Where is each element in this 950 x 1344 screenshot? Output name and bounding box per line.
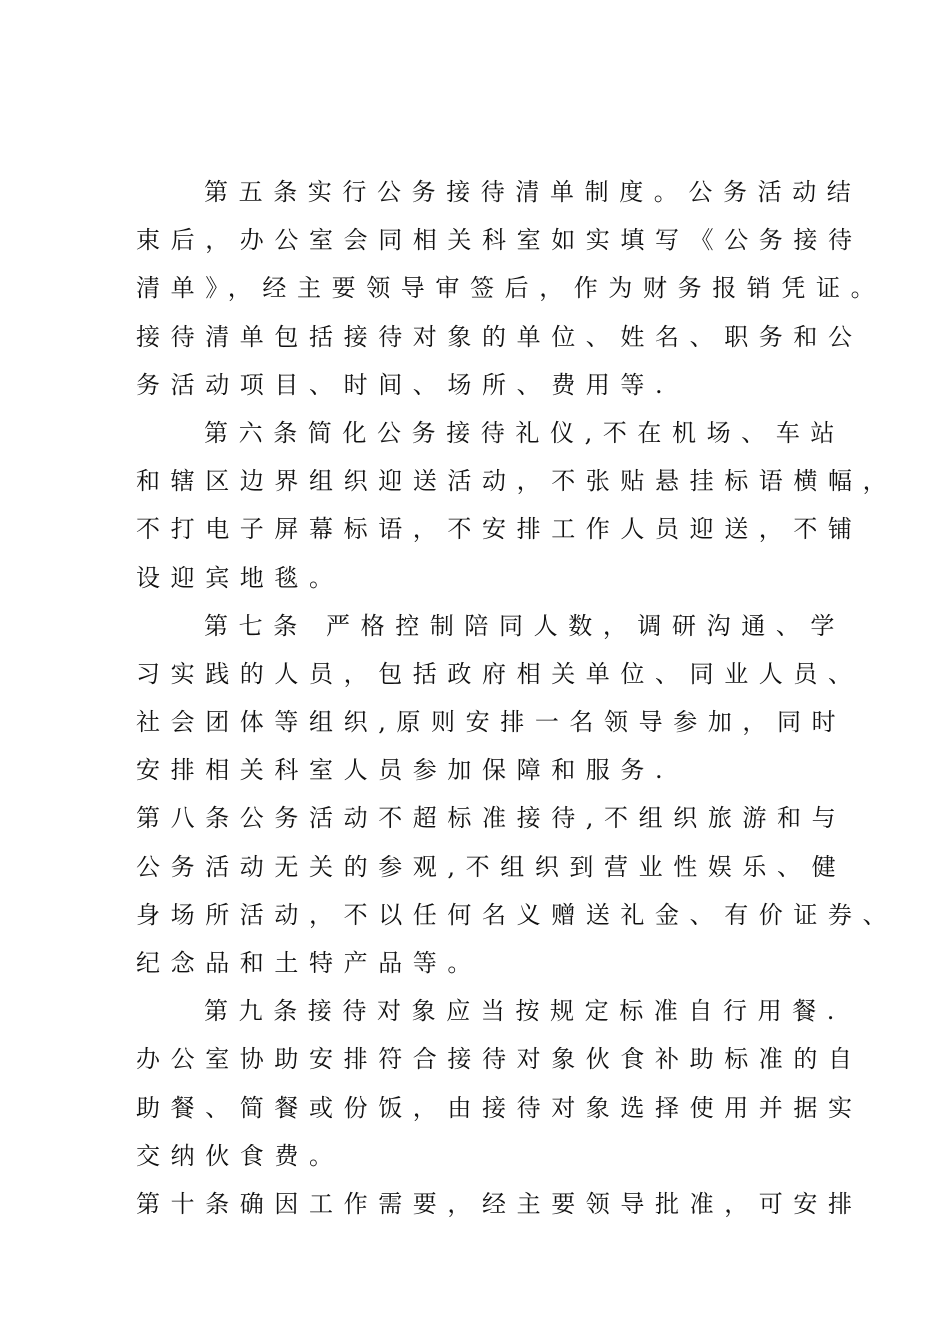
text-line: 身场所活动，不以任何名义赠送礼金、有价证券、 [136,900,898,929]
document-body [136,168,898,1228]
text-line: 务活动项目、时间、场所、费用等. [136,370,674,399]
text-line: 第十条确因工作需要，经主要领导批准，可安排 [136,1189,863,1218]
text-line: 第七条 严格控制陪同人数，调研沟通、学 [204,611,846,640]
text-line: 社会团体等组织,原则安排一名领导参加，同时 [136,708,847,737]
text-line: 公务活动无关的参观,不组织到营业性娱乐、健 [136,852,847,881]
text-line: 纪念品和土特产品等。 [136,949,482,977]
text-line: 不打电子屏幕标语，不安排工作人员迎送，不铺 [136,515,863,544]
text-line: 第六条简化公务接待礼仪,不在机场、车站 [204,418,846,447]
text-line: 习实践的人员，包括政府相关单位、同业人员、 [136,659,863,688]
text-line: 办公室协助安排符合接待对象伙食补助标准的自 [136,1045,863,1074]
text-line: 第八条公务活动不超标准接待,不组织旅游和与 [136,804,847,833]
text-line: 接待清单包括接待对象的单位、姓名、职务和公 [136,322,863,351]
text-line: 助餐、简餐或份饭，由接待对象选择使用并据实 [136,1093,863,1122]
text-line: 第五条实行公务接待清单制度。公务活动结 [204,178,862,206]
text-line: 交纳伙食费。 [136,1141,344,1170]
text-line: 和辖区边界组织迎送活动，不张贴悬挂标语横幅， [136,467,898,496]
text-line: 束后，办公室会同相关科室如实填写《公务接待 [136,226,863,255]
text-line: 第九条接待对象应当按规定标准自行用餐. [204,997,846,1026]
text-line: 安排相关科室人员参加保障和服务. [136,756,674,785]
text-line: 设迎宾地毯。 [136,563,344,592]
text-line: 清单》，经主要领导审签后，作为财务报销凭证。 [136,274,886,303]
